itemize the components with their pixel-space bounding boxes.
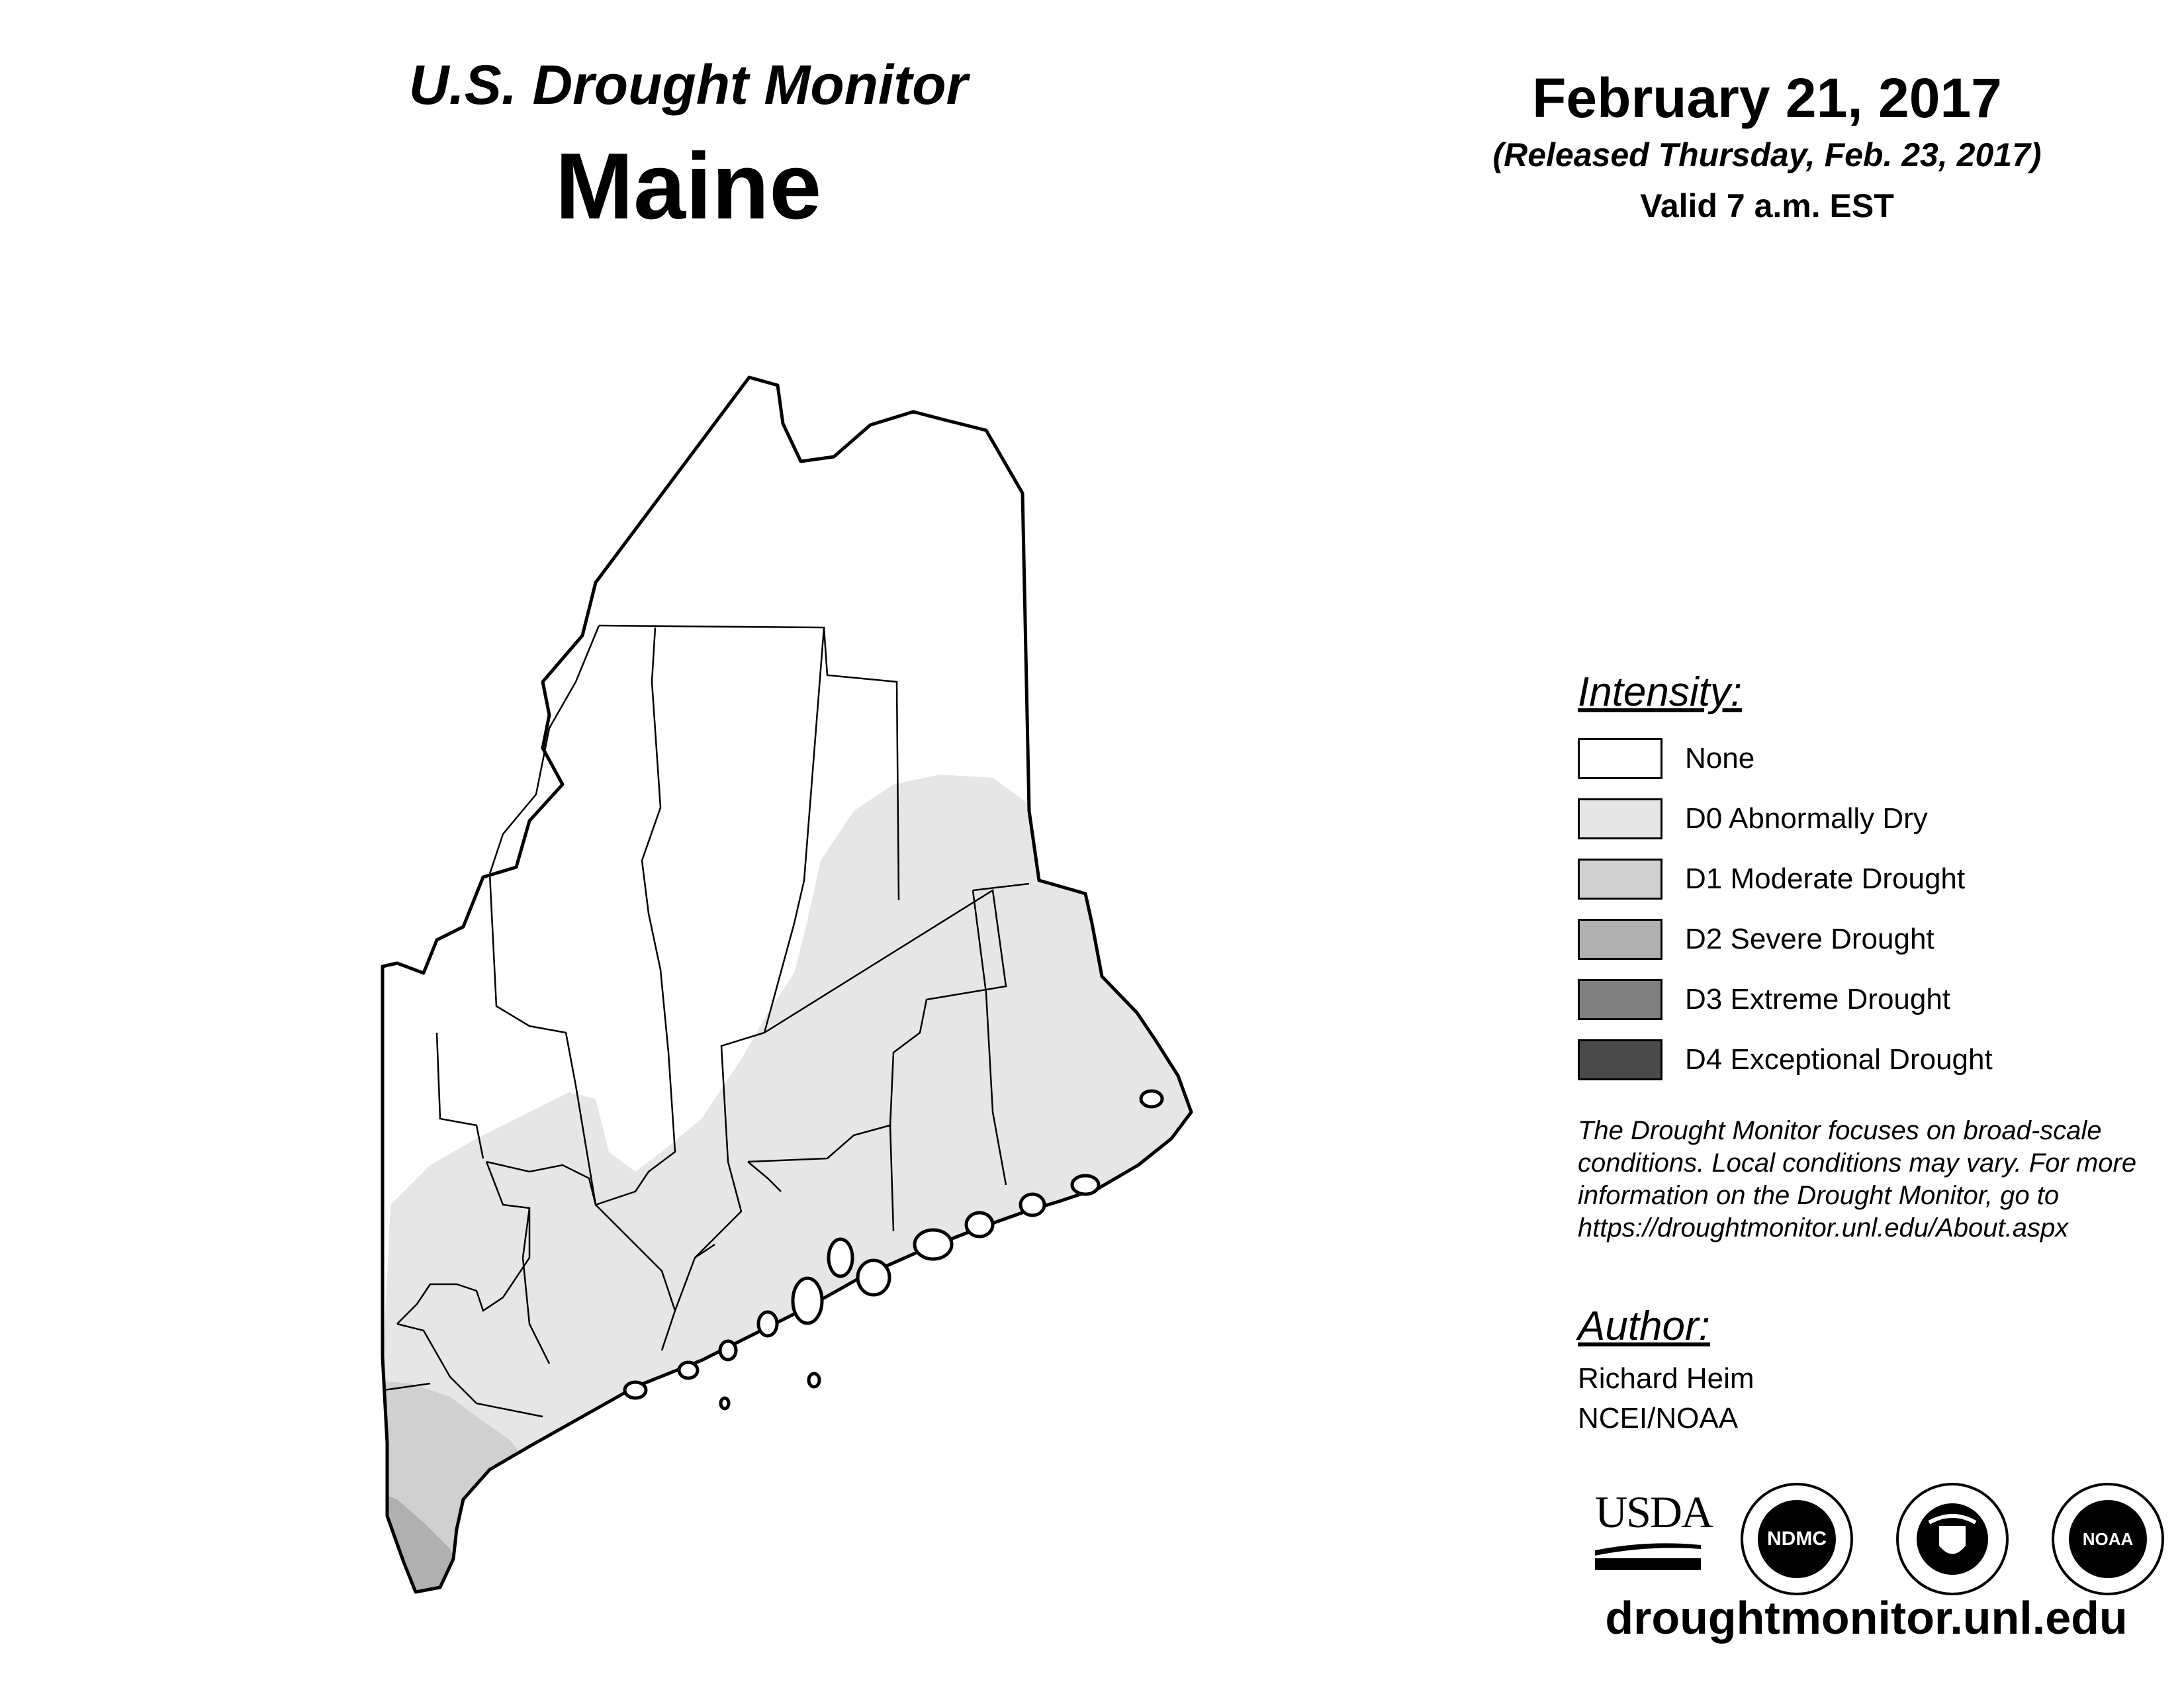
eagle-shield-icon (1916, 1503, 1989, 1575)
region-title: Maine (555, 134, 822, 239)
legend-item-d1 (1578, 857, 1965, 901)
legend-label: None (1685, 742, 1755, 774)
ndmc-logo (1741, 1483, 1853, 1595)
legend-swatch-d0 (1578, 798, 1662, 839)
legend-label: D1 Moderate Drought (1685, 863, 1966, 895)
legend-item-d0 (1578, 797, 1928, 841)
d0-abnormally-dry-area (371, 774, 1257, 1622)
valid-time: Valid 7 a.m. EST (1640, 187, 1894, 224)
commerce-seal (1896, 1483, 2009, 1595)
legend-heading: Intensity: (1578, 669, 1743, 715)
legend-label: D2 Severe Drought (1685, 923, 1934, 955)
legend-item-none (1578, 737, 1754, 780)
disclaimer-note: The Drought Monitor focuses on broad-scale conditions. Local conditions may vary. For more information on the Drought Monitor, go to https://droughtmonitor.unl.edu/About.aspx (1578, 1116, 2137, 1243)
product-title: U.S. Drought Monitor (408, 54, 968, 116)
usda-logo-text: USDA (1595, 1487, 1713, 1537)
website-url[interactable]: droughtmonitor.unl.edu (1605, 1592, 2128, 1644)
legend-swatch-d3 (1578, 979, 1662, 1020)
legend-swatch-d4 (1578, 1039, 1662, 1080)
legend-swatch-d1 (1578, 859, 1662, 900)
author-organization: NCEI/NOAA (1578, 1402, 1739, 1434)
legend-item-d2 (1578, 917, 1934, 961)
legend-item-d4 (1578, 1038, 1993, 1082)
release-date: (Released Thursday, Feb. 23, 2017) (1492, 136, 2042, 173)
author-name: Richard Heim (1578, 1362, 1754, 1395)
noaa-logo-text: NOAA (2069, 1500, 2147, 1578)
author-heading: Author: (1578, 1303, 1710, 1349)
legend-label: D0 Abnormally Dry (1685, 802, 1928, 835)
usda-swoosh-icon (1595, 1538, 1701, 1571)
noaa-logo (2052, 1483, 2164, 1595)
legend-swatch-none (1578, 738, 1662, 779)
map-date: February 21, 2017 (1532, 67, 2002, 129)
drought-areas (371, 774, 1257, 1622)
legend-item-d3 (1578, 978, 1950, 1021)
legend-swatch-d2 (1578, 919, 1662, 960)
ndmc-logo-text: NDMC (1758, 1500, 1836, 1578)
usda-logo (1595, 1486, 1713, 1575)
legend-label: D3 Extreme Drought (1685, 983, 1951, 1015)
legend-label: D4 Exceptional Drought (1685, 1043, 1993, 1076)
